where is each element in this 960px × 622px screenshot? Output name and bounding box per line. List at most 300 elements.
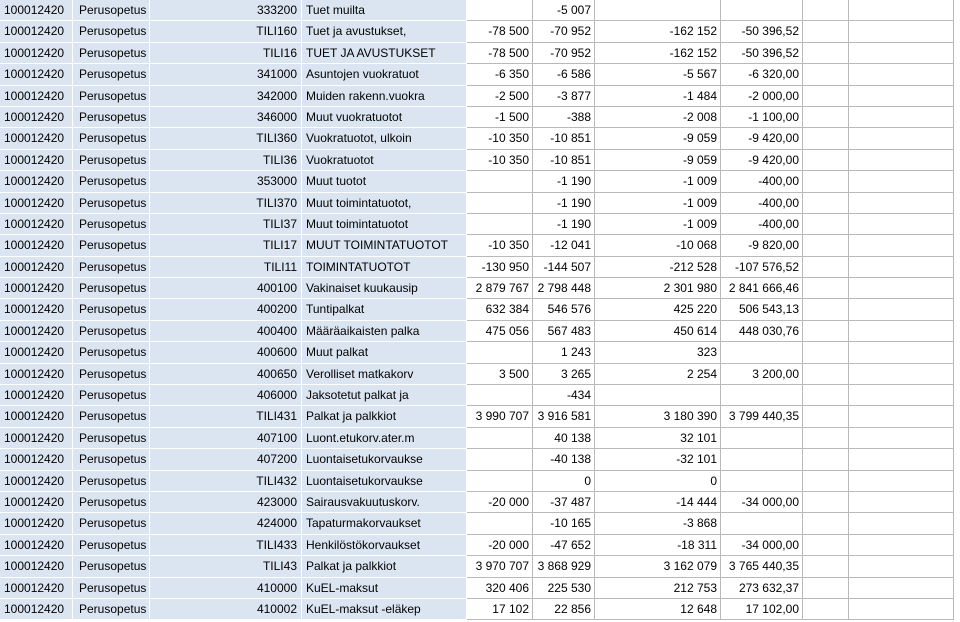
value-col2-cell[interactable]: -1 190: [533, 214, 595, 235]
empty-cell-a[interactable]: [803, 171, 849, 192]
account-code-cell[interactable]: TILI433: [150, 535, 302, 556]
value-col1-cell[interactable]: [467, 0, 533, 21]
value-col4-cell[interactable]: 2 841 666,46: [721, 278, 803, 299]
value-col1-cell[interactable]: -20 000: [467, 492, 533, 513]
account-name-cell[interactable]: Tuet ja avustukset,: [302, 21, 467, 42]
account-name-cell[interactable]: Luontaisetukorvaukse: [302, 449, 467, 470]
account-name-cell[interactable]: KuEL-maksut -eläkep: [302, 599, 467, 620]
empty-cell-a[interactable]: [803, 599, 849, 620]
value-col4-cell[interactable]: -9 420,00: [721, 150, 803, 171]
account-name-cell[interactable]: Luontaisetukorvaukse: [302, 471, 467, 492]
empty-cell-b[interactable]: [849, 0, 954, 21]
unit-cell[interactable]: Perusopetus: [73, 214, 150, 235]
value-col3-cell[interactable]: [595, 385, 721, 406]
account-code-cell[interactable]: TILI36: [150, 150, 302, 171]
value-col1-cell[interactable]: 3 500: [467, 364, 533, 385]
value-col4-cell[interactable]: -50 396,52: [721, 21, 803, 42]
empty-cell-b[interactable]: [849, 235, 954, 256]
value-col3-cell[interactable]: 3 180 390: [595, 406, 721, 427]
account-name-cell[interactable]: Vuokratuotot, ulkoin: [302, 128, 467, 149]
empty-cell-a[interactable]: [803, 578, 849, 599]
unit-cell[interactable]: Perusopetus: [73, 535, 150, 556]
value-col4-cell[interactable]: [721, 471, 803, 492]
table-row: [0, 578, 960, 599]
value-col3-cell[interactable]: -1 009: [595, 193, 721, 214]
value-col1-cell[interactable]: -10 350: [467, 128, 533, 149]
empty-cell-b[interactable]: [849, 406, 954, 427]
cost-center-cell[interactable]: 100012420: [0, 535, 73, 556]
unit-cell[interactable]: Perusopetus: [73, 556, 150, 577]
empty-cell-b[interactable]: [849, 193, 954, 214]
value-col2-cell[interactable]: -10 851: [533, 128, 595, 149]
table-row: [0, 257, 960, 278]
value-col3-cell[interactable]: 2 254: [595, 364, 721, 385]
value-col2-cell[interactable]: -12 041: [533, 235, 595, 256]
unit-cell[interactable]: Perusopetus: [73, 578, 150, 599]
value-col3-cell[interactable]: -162 152: [595, 43, 721, 64]
empty-cell-a[interactable]: [803, 556, 849, 577]
account-name-cell[interactable]: Tapaturmakorvaukset: [302, 513, 467, 534]
cost-center-cell[interactable]: 100012420: [0, 428, 73, 449]
account-code-cell[interactable]: TILI432: [150, 471, 302, 492]
empty-cell-a[interactable]: [803, 193, 849, 214]
value-col1-cell[interactable]: 3 970 707: [467, 556, 533, 577]
unit-cell[interactable]: Perusopetus: [73, 21, 150, 42]
value-col1-cell[interactable]: [467, 513, 533, 534]
account-code-cell[interactable]: 346000: [150, 107, 302, 128]
unit-cell[interactable]: Perusopetus: [73, 128, 150, 149]
unit-cell[interactable]: Perusopetus: [73, 235, 150, 256]
account-name-cell[interactable]: Henkilöstökorvaukset: [302, 535, 467, 556]
value-col4-cell[interactable]: -34 000,00: [721, 492, 803, 513]
value-col3-cell[interactable]: -212 528: [595, 257, 721, 278]
empty-cell-b[interactable]: [849, 107, 954, 128]
empty-cell-a[interactable]: [803, 513, 849, 534]
value-col2-cell[interactable]: 3 868 929: [533, 556, 595, 577]
value-col1-cell[interactable]: -10 350: [467, 235, 533, 256]
value-col1-cell[interactable]: [467, 214, 533, 235]
account-code-cell[interactable]: 407200: [150, 449, 302, 470]
account-code-cell[interactable]: TILI431: [150, 406, 302, 427]
empty-cell-b[interactable]: [849, 342, 954, 363]
table-row: [0, 535, 960, 556]
empty-cell-b[interactable]: [849, 299, 954, 320]
account-code-cell[interactable]: TILI43: [150, 556, 302, 577]
account-name-cell[interactable]: Määräaikaisten palka: [302, 321, 467, 342]
empty-cell-a[interactable]: [803, 86, 849, 107]
empty-cell-a[interactable]: [803, 235, 849, 256]
value-col4-cell[interactable]: -107 576,52: [721, 257, 803, 278]
value-col4-cell[interactable]: 506 543,13: [721, 299, 803, 320]
value-col3-cell[interactable]: 425 220: [595, 299, 721, 320]
empty-cell-b[interactable]: [849, 578, 954, 599]
value-col1-cell[interactable]: [467, 428, 533, 449]
value-col4-cell[interactable]: -9 420,00: [721, 128, 803, 149]
unit-cell[interactable]: Perusopetus: [73, 193, 150, 214]
value-col3-cell[interactable]: -32 101: [595, 449, 721, 470]
unit-cell[interactable]: Perusopetus: [73, 342, 150, 363]
cost-center-cell[interactable]: 100012420: [0, 342, 73, 363]
value-col4-cell[interactable]: -6 320,00: [721, 64, 803, 85]
value-col4-cell[interactable]: 3 765 440,35: [721, 556, 803, 577]
cost-center-cell[interactable]: 100012420: [0, 471, 73, 492]
cost-center-cell[interactable]: 100012420: [0, 0, 73, 21]
unit-cell[interactable]: Perusopetus: [73, 107, 150, 128]
value-col2-cell[interactable]: 225 530: [533, 578, 595, 599]
value-col4-cell[interactable]: 3 799 440,35: [721, 406, 803, 427]
empty-cell-a[interactable]: [803, 471, 849, 492]
value-col1-cell[interactable]: -78 500: [467, 21, 533, 42]
value-col2-cell[interactable]: 0: [533, 471, 595, 492]
value-col1-cell[interactable]: -10 350: [467, 150, 533, 171]
value-col3-cell[interactable]: -1 009: [595, 214, 721, 235]
value-col3-cell[interactable]: 0: [595, 471, 721, 492]
empty-cell-b[interactable]: [849, 428, 954, 449]
value-col1-cell[interactable]: -130 950: [467, 257, 533, 278]
value-col1-cell[interactable]: -1 500: [467, 107, 533, 128]
value-col4-cell[interactable]: 273 632,37: [721, 578, 803, 599]
value-col2-cell[interactable]: -10 851: [533, 150, 595, 171]
value-col1-cell[interactable]: -6 350: [467, 64, 533, 85]
account-code-cell[interactable]: 424000: [150, 513, 302, 534]
value-col3-cell[interactable]: -1 009: [595, 171, 721, 192]
cost-center-cell[interactable]: 100012420: [0, 492, 73, 513]
cost-center-cell[interactable]: 100012420: [0, 43, 73, 64]
empty-cell-a[interactable]: [803, 21, 849, 42]
value-col2-cell[interactable]: -434: [533, 385, 595, 406]
table-row: [0, 556, 960, 577]
value-col4-cell[interactable]: [721, 342, 803, 363]
value-col2-cell[interactable]: -388: [533, 107, 595, 128]
value-col2-cell[interactable]: 40 138: [533, 428, 595, 449]
table-row: [0, 513, 960, 534]
value-col3-cell[interactable]: [595, 0, 721, 21]
unit-cell[interactable]: Perusopetus: [73, 492, 150, 513]
value-col2-cell[interactable]: 3 916 581: [533, 406, 595, 427]
empty-cell-b[interactable]: [849, 321, 954, 342]
empty-cell-a[interactable]: [803, 128, 849, 149]
account-code-cell[interactable]: TILI17: [150, 235, 302, 256]
empty-cell-b[interactable]: [849, 171, 954, 192]
table-row: [0, 364, 960, 385]
value-col4-cell[interactable]: [721, 428, 803, 449]
unit-cell[interactable]: Perusopetus: [73, 599, 150, 620]
cost-center-cell[interactable]: 100012420: [0, 21, 73, 42]
empty-cell-a[interactable]: [803, 535, 849, 556]
empty-cell-a[interactable]: [803, 299, 849, 320]
cost-center-cell[interactable]: 100012420: [0, 128, 73, 149]
cost-center-cell[interactable]: 100012420: [0, 513, 73, 534]
value-col1-cell[interactable]: [467, 385, 533, 406]
account-code-cell[interactable]: 410000: [150, 578, 302, 599]
account-name-cell[interactable]: Vakinaiset kuukausip: [302, 278, 467, 299]
unit-cell[interactable]: Perusopetus: [73, 299, 150, 320]
empty-cell-a[interactable]: [803, 428, 849, 449]
value-col1-cell[interactable]: -78 500: [467, 43, 533, 64]
unit-cell[interactable]: Perusopetus: [73, 321, 150, 342]
empty-cell-a[interactable]: [803, 406, 849, 427]
account-name-cell[interactable]: Muut toimintatuotot,: [302, 193, 467, 214]
account-name-cell[interactable]: Muut palkat: [302, 342, 467, 363]
value-col2-cell[interactable]: -6 586: [533, 64, 595, 85]
account-code-cell[interactable]: 342000: [150, 86, 302, 107]
account-code-cell[interactable]: 410002: [150, 599, 302, 620]
value-col3-cell[interactable]: -2 008: [595, 107, 721, 128]
value-col3-cell[interactable]: -5 567: [595, 64, 721, 85]
unit-cell[interactable]: Perusopetus: [73, 385, 150, 406]
empty-cell-a[interactable]: [803, 492, 849, 513]
value-col2-cell[interactable]: -37 487: [533, 492, 595, 513]
cost-center-cell[interactable]: 100012420: [0, 86, 73, 107]
account-code-cell[interactable]: TILI160: [150, 21, 302, 42]
value-col1-cell[interactable]: [467, 471, 533, 492]
account-name-cell[interactable]: Jaksotetut palkat ja: [302, 385, 467, 406]
account-name-cell[interactable]: Palkat ja palkkiot: [302, 406, 467, 427]
value-col3-cell[interactable]: -3 868: [595, 513, 721, 534]
cost-center-cell[interactable]: 100012420: [0, 171, 73, 192]
empty-cell-b[interactable]: [849, 449, 954, 470]
value-col4-cell[interactable]: [721, 449, 803, 470]
unit-cell[interactable]: Perusopetus: [73, 64, 150, 85]
value-col1-cell[interactable]: 3 990 707: [467, 406, 533, 427]
account-name-cell[interactable]: Muiden rakenn.vuokra: [302, 86, 467, 107]
value-col4-cell[interactable]: 448 030,76: [721, 321, 803, 342]
value-col2-cell[interactable]: -10 165: [533, 513, 595, 534]
cost-center-cell[interactable]: 100012420: [0, 578, 73, 599]
account-name-cell[interactable]: Muut toimintatuotot: [302, 214, 467, 235]
value-col1-cell[interactable]: 17 102: [467, 599, 533, 620]
value-col2-cell[interactable]: 1 243: [533, 342, 595, 363]
empty-cell-b[interactable]: [849, 471, 954, 492]
value-col4-cell[interactable]: -34 000,00: [721, 535, 803, 556]
account-name-cell[interactable]: Verolliset matkakorv: [302, 364, 467, 385]
empty-cell-b[interactable]: [849, 43, 954, 64]
value-col2-cell[interactable]: -1 190: [533, 171, 595, 192]
value-col2-cell[interactable]: 567 483: [533, 321, 595, 342]
empty-cell-a[interactable]: [803, 321, 849, 342]
account-code-cell[interactable]: 407100: [150, 428, 302, 449]
value-col2-cell[interactable]: -47 652: [533, 535, 595, 556]
empty-cell-b[interactable]: [849, 64, 954, 85]
cost-center-cell[interactable]: 100012420: [0, 406, 73, 427]
account-code-cell[interactable]: TILI11: [150, 257, 302, 278]
value-col4-cell[interactable]: [721, 0, 803, 21]
value-col3-cell[interactable]: -162 152: [595, 21, 721, 42]
account-code-cell[interactable]: 400400: [150, 321, 302, 342]
account-code-cell[interactable]: TILI16: [150, 43, 302, 64]
value-col2-cell[interactable]: -5 007: [533, 0, 595, 21]
value-col1-cell[interactable]: 475 056: [467, 321, 533, 342]
empty-cell-b[interactable]: [849, 257, 954, 278]
empty-cell-b[interactable]: [849, 278, 954, 299]
account-name-cell[interactable]: Tuntipalkat: [302, 299, 467, 320]
cost-center-cell[interactable]: 100012420: [0, 278, 73, 299]
cost-center-cell[interactable]: 100012420: [0, 107, 73, 128]
unit-cell[interactable]: Perusopetus: [73, 86, 150, 107]
empty-cell-a[interactable]: [803, 257, 849, 278]
cost-center-cell[interactable]: 100012420: [0, 321, 73, 342]
value-col4-cell[interactable]: [721, 513, 803, 534]
account-code-cell[interactable]: 400600: [150, 342, 302, 363]
account-name-cell[interactable]: Luont.etukorv.ater.m: [302, 428, 467, 449]
unit-cell[interactable]: Perusopetus: [73, 471, 150, 492]
account-code-cell[interactable]: 400100: [150, 278, 302, 299]
account-code-cell[interactable]: TILI37: [150, 214, 302, 235]
account-name-cell[interactable]: TUET JA AVUSTUKSET: [302, 43, 467, 64]
account-code-cell[interactable]: TILI370: [150, 193, 302, 214]
empty-cell-b[interactable]: [849, 150, 954, 171]
empty-cell-b[interactable]: [849, 556, 954, 577]
value-col3-cell[interactable]: -9 059: [595, 128, 721, 149]
value-col2-cell[interactable]: 22 856: [533, 599, 595, 620]
value-col3-cell[interactable]: 450 614: [595, 321, 721, 342]
account-name-cell[interactable]: TOIMINTATUOTOT: [302, 257, 467, 278]
value-col1-cell[interactable]: 632 384: [467, 299, 533, 320]
account-code-cell[interactable]: 333200: [150, 0, 302, 21]
empty-cell-b[interactable]: [849, 21, 954, 42]
empty-cell-a[interactable]: [803, 107, 849, 128]
empty-cell-a[interactable]: [803, 449, 849, 470]
value-col2-cell[interactable]: 546 576: [533, 299, 595, 320]
unit-cell[interactable]: Perusopetus: [73, 0, 150, 21]
value-col2-cell[interactable]: 2 798 448: [533, 278, 595, 299]
value-col1-cell[interactable]: [467, 171, 533, 192]
value-col4-cell[interactable]: -9 820,00: [721, 235, 803, 256]
value-col4-cell[interactable]: -1 100,00: [721, 107, 803, 128]
table-row: [0, 492, 960, 513]
unit-cell[interactable]: Perusopetus: [73, 428, 150, 449]
value-col1-cell[interactable]: -20 000: [467, 535, 533, 556]
cost-center-cell[interactable]: 100012420: [0, 385, 73, 406]
account-code-cell[interactable]: 353000: [150, 171, 302, 192]
account-code-cell[interactable]: 406000: [150, 385, 302, 406]
empty-cell-b[interactable]: [849, 385, 954, 406]
unit-cell[interactable]: Perusopetus: [73, 513, 150, 534]
empty-cell-a[interactable]: [803, 364, 849, 385]
value-col3-cell[interactable]: -1 484: [595, 86, 721, 107]
cost-center-cell[interactable]: 100012420: [0, 150, 73, 171]
value-col3-cell[interactable]: 323: [595, 342, 721, 363]
empty-cell-a[interactable]: [803, 342, 849, 363]
empty-cell-a[interactable]: [803, 278, 849, 299]
empty-cell-b[interactable]: [849, 128, 954, 149]
cost-center-cell[interactable]: 100012420: [0, 299, 73, 320]
value-col3-cell[interactable]: 2 301 980: [595, 278, 721, 299]
value-col2-cell[interactable]: -3 877: [533, 86, 595, 107]
value-col2-cell[interactable]: -70 952: [533, 21, 595, 42]
account-name-cell[interactable]: MUUT TOIMINTATUOTOT: [302, 235, 467, 256]
account-name-cell[interactable]: Sairausvakuutuskorv.: [302, 492, 467, 513]
value-col2-cell[interactable]: 3 265: [533, 364, 595, 385]
empty-cell-a[interactable]: [803, 150, 849, 171]
value-col3-cell[interactable]: 12 648: [595, 599, 721, 620]
cost-center-cell[interactable]: 100012420: [0, 214, 73, 235]
account-code-cell[interactable]: 400650: [150, 364, 302, 385]
value-col1-cell[interactable]: [467, 449, 533, 470]
empty-cell-b[interactable]: [849, 513, 954, 534]
value-col3-cell[interactable]: -18 311: [595, 535, 721, 556]
value-col3-cell[interactable]: 3 162 079: [595, 556, 721, 577]
empty-cell-a[interactable]: [803, 214, 849, 235]
table-row: [0, 214, 960, 235]
account-name-cell[interactable]: Tuet muilta: [302, 0, 467, 21]
value-col3-cell[interactable]: -9 059: [595, 150, 721, 171]
value-col2-cell[interactable]: -1 190: [533, 193, 595, 214]
value-col3-cell[interactable]: -10 068: [595, 235, 721, 256]
account-name-cell[interactable]: Palkat ja palkkiot: [302, 556, 467, 577]
unit-cell[interactable]: Perusopetus: [73, 278, 150, 299]
unit-cell[interactable]: Perusopetus: [73, 150, 150, 171]
value-col4-cell[interactable]: -400,00: [721, 171, 803, 192]
unit-cell[interactable]: Perusopetus: [73, 364, 150, 385]
account-name-cell[interactable]: KuEL-maksut: [302, 578, 467, 599]
unit-cell[interactable]: Perusopetus: [73, 449, 150, 470]
empty-cell-a[interactable]: [803, 64, 849, 85]
value-col1-cell[interactable]: [467, 193, 533, 214]
value-col4-cell[interactable]: [721, 385, 803, 406]
table-row: [0, 428, 960, 449]
value-col4-cell[interactable]: -400,00: [721, 214, 803, 235]
account-code-cell[interactable]: TILI360: [150, 128, 302, 149]
empty-cell-a[interactable]: [803, 385, 849, 406]
empty-cell-b[interactable]: [849, 535, 954, 556]
cost-center-cell[interactable]: 100012420: [0, 449, 73, 470]
value-col3-cell[interactable]: 212 753: [595, 578, 721, 599]
table-row: [0, 449, 960, 470]
empty-cell-b[interactable]: [849, 364, 954, 385]
empty-cell-a[interactable]: [803, 43, 849, 64]
cost-center-cell[interactable]: 100012420: [0, 64, 73, 85]
value-col1-cell[interactable]: 320 406: [467, 578, 533, 599]
cost-center-cell[interactable]: 100012420: [0, 556, 73, 577]
value-col2-cell[interactable]: -40 138: [533, 449, 595, 470]
empty-cell-b[interactable]: [849, 214, 954, 235]
value-col4-cell[interactable]: -2 000,00: [721, 86, 803, 107]
value-col1-cell[interactable]: -2 500: [467, 86, 533, 107]
empty-cell-b[interactable]: [849, 492, 954, 513]
account-name-cell[interactable]: Vuokratuotot: [302, 150, 467, 171]
cost-center-cell[interactable]: 100012420: [0, 193, 73, 214]
value-col4-cell[interactable]: -400,00: [721, 193, 803, 214]
value-col1-cell[interactable]: 2 879 767: [467, 278, 533, 299]
unit-cell[interactable]: Perusopetus: [73, 43, 150, 64]
value-col2-cell[interactable]: -144 507: [533, 257, 595, 278]
value-col1-cell[interactable]: [467, 342, 533, 363]
account-code-cell[interactable]: 341000: [150, 64, 302, 85]
value-col4-cell[interactable]: 3 200,00: [721, 364, 803, 385]
value-col4-cell[interactable]: -50 396,52: [721, 43, 803, 64]
empty-cell-b[interactable]: [849, 86, 954, 107]
cost-center-cell[interactable]: 100012420: [0, 235, 73, 256]
account-code-cell[interactable]: 423000: [150, 492, 302, 513]
value-col3-cell[interactable]: 32 101: [595, 428, 721, 449]
value-col4-cell[interactable]: 17 102,00: [721, 599, 803, 620]
empty-cell-a[interactable]: [803, 0, 849, 21]
cost-center-cell[interactable]: 100012420: [0, 364, 73, 385]
empty-cell-b[interactable]: [849, 599, 954, 620]
account-name-cell[interactable]: Asuntojen vuokratuot: [302, 64, 467, 85]
cost-center-cell[interactable]: 100012420: [0, 599, 73, 620]
value-col3-cell[interactable]: -14 444: [595, 492, 721, 513]
unit-cell[interactable]: Perusopetus: [73, 406, 150, 427]
account-name-cell[interactable]: Muut vuokratuotot: [302, 107, 467, 128]
unit-cell[interactable]: Perusopetus: [73, 171, 150, 192]
value-col2-cell[interactable]: -70 952: [533, 43, 595, 64]
cost-center-cell[interactable]: 100012420: [0, 257, 73, 278]
unit-cell[interactable]: Perusopetus: [73, 257, 150, 278]
account-name-cell[interactable]: Muut tuotot: [302, 171, 467, 192]
account-code-cell[interactable]: 400200: [150, 299, 302, 320]
